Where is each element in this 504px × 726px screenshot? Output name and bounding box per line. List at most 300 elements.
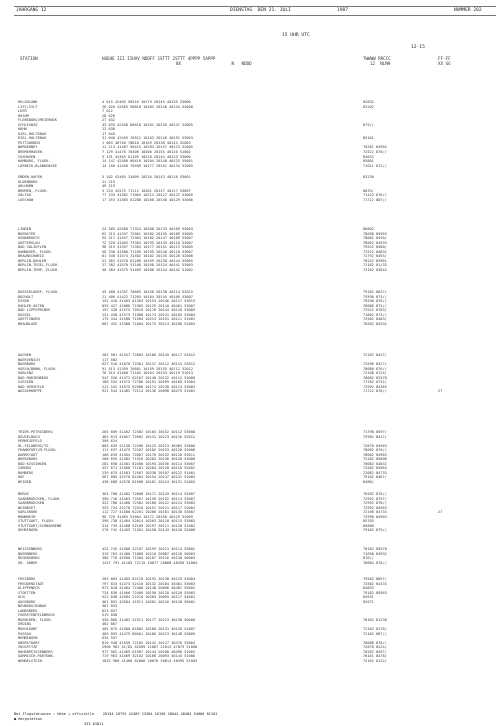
station-code-groups: 11 215 — [102, 179, 115, 184]
station-name: KAHLER ASTEN — [18, 303, 44, 308]
station-precip-code: 78082 83378 — [363, 375, 387, 380]
station-code-groups: 24 305 42560 71324 10208 20133 40109 53003 — [102, 227, 193, 231]
station-name: BREMERHAVEN — [18, 150, 42, 155]
station-name: KIEL-HOLTENAU — [18, 136, 47, 141]
station-row — [18, 659, 498, 664]
station-code-groups: 111 637 41475 72207 10182 20153 40120 52008 — [102, 448, 196, 453]
station-code-groups: 17 253 41565 81208 10208 20146 40129 53006 — [102, 197, 193, 202]
station-code-groups: 522 838 42584 22210 10203 20095 40117 54001 — [102, 595, 196, 600]
station-precip-code: 84832 — [363, 154, 374, 159]
station-name: KOBLENZ — [18, 371, 34, 376]
station-precip-code: 70162 81230 — [363, 617, 387, 622]
station-code-groups: 607 452 41580 71004 10175 20114 40108 51003 — [102, 321, 196, 326]
station-precip-code: 72162 8178/ — [363, 627, 387, 632]
station-code-groups: 72 320 41463 73304 10195 20149 40118 53007 — [102, 240, 193, 245]
station-precip-code: 71798 8597/ — [363, 430, 387, 434]
column-ff-sub: XX GG — [438, 61, 451, 66]
station-precip-code: 875// — [363, 122, 374, 127]
station-precip-code: 72522 876// — [363, 150, 387, 155]
station-code-groups: 2960 961 41/84 42509 11007 21013 47073 51008 — [102, 645, 198, 650]
station-name: LANDSBERG — [18, 608, 38, 613]
station-precip-code: 86802 — [363, 227, 374, 231]
station-precip-code: 878// — [363, 556, 374, 561]
footer-note — [14, 712, 217, 717]
station-code-groups: 5 202 42465 31009 10216 20143 40116 53001 — [102, 175, 191, 179]
station-name: GUETERSLOH — [18, 240, 40, 245]
station-code-groups: 152 410 41463 81303 10153 20146 40117 53013 — [102, 299, 196, 304]
station-code-groups: 461 852 42584 41911 10202 20116 40120 50001 — [102, 599, 196, 604]
station-name: BAD KISSINGEN — [18, 461, 47, 466]
station-code-groups: 719 963 41469 32102 10168 20093 40144 51006 — [102, 654, 196, 659]
station-precip-code: 84931 — [363, 595, 374, 600]
station-name: BAD LIPPSPRINGE — [18, 308, 51, 313]
station-precip-code: 72522 84832 — [363, 249, 387, 254]
station-precip-code: 82071 — [363, 599, 374, 604]
station-code-groups: 12 038 — [102, 127, 115, 132]
column-rr-sub: 12 NLMH — [370, 61, 391, 66]
station-code-groups: 95 317 41457 72904 10182 20147 40109 53007 — [102, 236, 193, 241]
station-code-groups: 157 430 41575 70510 10176 20144 40110 53005 — [102, 308, 196, 313]
station-precip-code: 72182 887// — [363, 631, 387, 636]
station-code-groups: 4 015 42465 50516 10179 20145 40135 53006 — [102, 100, 191, 104]
station-name: SAARBRUECKEN — [18, 501, 44, 506]
station-name: HUSUM — [18, 113, 29, 118]
station-name: OBERSTDORF — [18, 640, 40, 645]
station-name: NORDERNEY — [18, 145, 38, 150]
station-code-groups: 62 313 41557 72001 10182 20155 40109 53005 — [102, 231, 193, 236]
station-precip-code: 72282 85800 — [363, 457, 387, 462]
station-code-groups: 396 738 41464 52014 10203 20110 40115 53003 — [102, 519, 196, 524]
station-code-groups: 319 763 41480 71809 10210 20087 40118 50003 — [102, 551, 196, 556]
station-code-groups: 269 803 41465 82110 10192 20138 40125 53004 — [102, 577, 196, 581]
station-row — [18, 268, 498, 273]
station-group — [18, 577, 498, 663]
station-name: HOHN — [18, 127, 27, 132]
station-precip-code: 72992 8797/ — [363, 496, 387, 501]
station-name: GARMISCH-PARTENK. — [18, 654, 55, 659]
station-precip-code: 71698 84932 — [363, 551, 387, 556]
station-name: MUENCHEN, FLUGH. — [18, 617, 53, 622]
station-code-groups: 17 045 — [102, 131, 115, 136]
station-precip-code: 85801 — [363, 159, 374, 164]
station-name: BERLIN-TEMP.,FLUGH. — [18, 267, 60, 272]
station-precip-code: 78082 8490/ — [363, 236, 387, 241]
station-name: WUERZBURG — [18, 457, 38, 462]
station-code-groups: 422 745 41580 42107 10199 20121 40114 53002 — [102, 547, 196, 551]
station-name: BERUS — [18, 492, 29, 496]
station-code-groups: 366 776 42580 71504 10187 20116 40130 50003 — [102, 556, 196, 561]
station-code-groups: 276 742 41465 71501 10158 20143 40126 52008 — [102, 528, 196, 533]
station-code-groups: 797 815 41473 52410 10132 20104 48481 53003 — [102, 581, 196, 586]
station-precip-code: 72162 8122/ — [363, 658, 387, 663]
station-precip-code: 70282 8497/ — [363, 649, 387, 654]
station-name: HELGOLAND — [18, 100, 38, 104]
footer-note-values: 20154 10791 42489 23304 10156 20044 48484 54000 81101 — [102, 712, 218, 716]
station-name: DUESSELDORF, FLUGH. — [18, 290, 60, 294]
station-group — [18, 227, 498, 272]
station-code-groups: 1 063 46740 70810 10169 20138 40144 52003 — [102, 140, 191, 145]
station-precip-code: 71792 8493/ — [363, 254, 387, 259]
footer-note-label: Bei Flugstationen : Höhe + offizielle — [14, 712, 95, 716]
station-name: LUECHOW — [18, 197, 34, 202]
date-label: DIENSTAG DEN 21. JULI — [230, 8, 291, 13]
station-code-groups: 634 947 — [102, 636, 118, 641]
station-name: BRAUNSCHWEIG — [18, 254, 44, 259]
station-name: AHLHORN — [18, 184, 34, 189]
station-name: KLIPPENECK — [18, 586, 40, 591]
station-code-groups: 45 400 41357 70605 10156 20138 40114 52015 — [102, 290, 193, 294]
station-precip-code: 70282 84332 — [363, 321, 387, 326]
station-precip-code: 72582 84963 — [363, 466, 387, 471]
station-precip-code: 71862 873// — [363, 312, 387, 317]
station-precip-code: 72182 81/33 — [363, 263, 387, 268]
station-precip-code: 8633/ — [363, 188, 374, 193]
station-code-groups: 43 035 42458 80610 10161 20135 40147 52005 — [102, 122, 193, 127]
station-precip-code: 85101 — [363, 136, 374, 141]
station-row — [18, 198, 498, 203]
station-name: WASSERKUPPE — [18, 389, 42, 394]
station-name: NUERBURG — [18, 362, 36, 367]
station-precip-code: 85800 — [363, 523, 374, 528]
station-precip-code: 79582 8897/ — [363, 577, 387, 581]
station-code-groups: 390 710 41463 72507 10159 20152 40114 53007 — [102, 496, 196, 501]
station-name: GIESSEN — [18, 380, 34, 385]
station-group — [18, 290, 498, 326]
station-name: BOCHOLT — [18, 294, 34, 299]
station-code-groups: 282 658 41581 82406 10194 20156 40114 53007 — [102, 461, 196, 466]
station-code-groups: 314 739 41468 52109 10197 20111 40120 51002 — [102, 523, 196, 528]
station-name: GOETTINGEN — [18, 317, 40, 322]
station-precip-code: 71782 8732/ — [363, 380, 387, 385]
station-code-groups: 977 962 41469 61907 10144 20100 48490 51003 — [102, 649, 196, 654]
station-name: STUTTGART/SCHNARRENB — [18, 523, 62, 528]
station-code-groups: 405 875 41580 81802 10160 20131 40145 51007 — [102, 627, 196, 632]
station-name: NOERVENICH — [18, 357, 40, 362]
station-name: HOHENPEISSENBERG — [18, 649, 53, 654]
station-code-groups: 27 032 — [102, 118, 115, 123]
station-code-groups: 482 613 41057 72602 10141 20123 40116 52012 — [102, 434, 196, 439]
station-gust: 27 — [438, 389, 443, 394]
column-codes: HOEHE III IIHVV NDDFF 1STTT 2STTT 4PPPP 5APPP — [102, 56, 216, 61]
station-precip-code: 78062 84933 — [363, 240, 387, 245]
footer-extra-value: 333 81811 — [84, 722, 104, 726]
station-precip-code: 79182 85963 — [363, 590, 387, 595]
header-bottom-rule — [14, 15, 496, 16]
station-precip-code: 72582 8483/ — [363, 317, 387, 322]
station-row — [18, 322, 498, 327]
station-precip-code: 79182 8627/ — [363, 290, 387, 294]
station-precip-code: 72992 878// — [363, 501, 387, 506]
station-code-groups: 70 515 41468 71105 10164 20153 40119 51013 — [102, 371, 193, 376]
station-code-groups: 268 655 41582 71916 10202 20136 40120 53008 — [102, 457, 196, 462]
station-code-groups: 108 639 41464 72007 10176 20152 40120 53011 — [102, 452, 196, 457]
station-precip-code: 70182 85970 — [363, 547, 387, 551]
station-precip-code: 78086 872// — [363, 303, 387, 308]
station-code-groups: 462 867 — [102, 622, 118, 627]
station-name: SAARBRUECKEN, FLUGH. — [18, 496, 62, 501]
station-code-groups: 265 609 41462 72302 10165 20152 40112 53008 — [102, 430, 196, 434]
station-group — [18, 547, 498, 565]
station-group — [18, 353, 498, 394]
station-code-groups: 231 438 41575 71908 10174 20141 40105 53004 — [102, 312, 196, 317]
station-name: STUTTGART, FLUGH. — [18, 519, 55, 524]
station-name: HOF — [18, 475, 25, 480]
station-gust: 27 — [438, 510, 443, 515]
station-precip-code: 75522 8480/ — [363, 245, 387, 250]
station-code-groups: 973 818 41464 72408 10140 20096 48481 53002 — [102, 586, 196, 591]
station-name: WEINBIET — [18, 505, 36, 510]
station-code-groups: 51 381 41570 61208 10199 20138 40144 53005 — [102, 258, 193, 263]
station-code-groups: 810 948 41559 72102 10142 20127 48476 53004 — [102, 640, 196, 645]
station-name: OLDENBURG — [18, 179, 38, 184]
station-code-groups: 37 382 41570 51108 10198 20124 40141 53003 — [102, 263, 193, 268]
station-name: FUERSTENFELDBRUCK — [18, 613, 55, 618]
station-name: TRIER-PETRISBERG — [18, 430, 53, 434]
station-name: KARLSRUHE — [18, 510, 38, 515]
header-top-rule — [14, 6, 496, 7]
station-precip-code: 72998 84963 — [363, 514, 387, 519]
station-name: MEMMINGEN — [18, 636, 38, 641]
column-rr: 7WWWW RRCCC — [363, 56, 391, 61]
station-code-groups: 363 708 41482 72608 10171 20143 40114 52007 — [102, 492, 196, 496]
station-precip-code: 82202 — [363, 104, 374, 109]
station-name: KIEL-HOLTENAU — [18, 131, 47, 136]
station-code-groups: 1832 980 41466 61806 10076 20014 48495 51003 — [102, 658, 198, 663]
station-code-groups: 49 219 — [102, 184, 115, 189]
station-name: EMDEN-HAFEN — [18, 175, 42, 179]
station-precip-code: 72198 84733 — [363, 510, 387, 515]
station-code-groups: 96 729 41465 51604 10171 20150 40125 52009 — [102, 514, 193, 519]
issue-number: NUMMER 202 — [454, 8, 482, 13]
station-code-groups: 921 544 41482 72114 10136 20098 48475 51001 — [102, 389, 196, 394]
station-code-groups: 519 858 — [102, 613, 118, 618]
station-code-groups: 547 526 41472 62107 10140 20132 40112 53006 — [102, 375, 196, 380]
station-precip-code: 78088 876// — [363, 366, 387, 371]
station-name: LIST/SYLT — [18, 104, 38, 109]
station-name: BRAUNLAGE — [18, 321, 38, 326]
station-code-groups: 1437 791 41105 72115 10077 20068 48490 51004 — [102, 560, 198, 565]
station-name: ERDING — [18, 622, 31, 627]
station-code-groups: 186 532 41575 72706 10191 20169 40105 51004 — [102, 380, 196, 385]
station-code-groups: 21 406 41422 71205 10164 20145 40109 53007 — [102, 294, 193, 299]
station-name: BERLIN-DAHLEM — [18, 258, 47, 263]
column-codes-sub: 8X N NDDD — [176, 61, 252, 66]
station-precip-code: 78098 85963 — [363, 231, 387, 236]
station-name: ULM — [18, 595, 25, 600]
station-code-groups: 202 501 41557 72003 10166 20145 40117 52012 — [102, 353, 196, 357]
station-code-groups: 56 338 41580 71109 10195 20140 40118 53007 — [102, 249, 193, 254]
station-name: HANNOVER, FLUGH. — [18, 249, 53, 254]
station-name: MUEHLDORF — [18, 627, 38, 632]
station-group — [18, 100, 498, 168]
station-code-groups: 117 502 — [102, 357, 118, 362]
station-precip-code: 78084 878// — [363, 560, 387, 565]
station-name: WEIDEN — [18, 480, 31, 485]
station-code-groups: 212 542 41575 62906 10174 20138 40114 53003 — [102, 384, 196, 389]
station-precip-code: 70082 84832 — [363, 461, 387, 466]
station-row — [18, 164, 498, 169]
station-name: CUXHAVEN — [18, 154, 36, 159]
station-precip-code: 71722 887// — [363, 197, 387, 202]
station-code-groups: 839 427 41080 71905 10129 20110 48461 53007 — [102, 303, 196, 308]
station-code-groups: 81 348 41574 72402 10182 20135 40120 52006 — [102, 254, 193, 259]
station-code-groups: 322 708 41468 72302 10168 20122 40124 53003 — [102, 501, 196, 506]
station-code-groups: 734 836 41466 72409 10150 20128 40120 53003 — [102, 590, 196, 595]
station-code-groups: 91 513 41359 70601 10159 20155 40112 52012 — [102, 366, 193, 371]
station-name: FLENSBURG/MEIERWIK — [18, 118, 57, 123]
station-name: NEUBURG/DONAU — [18, 604, 47, 609]
station-name: WENDELSTEIN — [18, 658, 42, 663]
station-precip-code: 71722 876// — [363, 389, 387, 394]
station-name: ESSEN — [18, 299, 29, 304]
station-precip-code: 70282 878// — [363, 492, 387, 496]
station-name: LEER — [18, 109, 27, 114]
station-precip-code: 72188 8724/ — [363, 371, 387, 376]
station-precip-code: 72992 84963 — [363, 505, 387, 510]
station-code-groups: 14 147 42560 60410 10204 20148 40125 55001 — [102, 159, 193, 164]
station-row — [18, 561, 498, 566]
station-precip-code: 72992 84363 — [363, 384, 387, 389]
station-precip-code: 84833 — [363, 586, 374, 591]
station-name: FRANKFURT/M.FLUGH. — [18, 448, 57, 453]
station-group — [18, 492, 498, 533]
period-hours: 12-15 — [411, 45, 425, 50]
station-precip-code: 72162 83842 — [363, 267, 387, 272]
station-name: NUERNBERG — [18, 551, 38, 556]
station-name: LINGEN — [18, 227, 31, 231]
station-name: BERLIN-TEGEL,FLUGH. — [18, 263, 60, 268]
station-code-groups: 26 020 42565 50810 10203 20146 40144 54000 — [102, 104, 193, 109]
year-label: 1987 — [337, 8, 349, 13]
station-name: KOELN/BONN, FLUGH. — [18, 366, 57, 371]
station-precip-code: 79182 8467/ — [363, 475, 387, 480]
station-precip-code: 72582 84333 — [363, 581, 387, 586]
station-code-groups: 112 727 41580 62201 10206 20161 40130 53007 — [102, 510, 196, 515]
station-code-groups: 396 614 — [102, 439, 118, 444]
station-name: BAD MARIENBERG — [18, 375, 49, 380]
station-name: DEUSELBACH — [18, 434, 40, 439]
station-code-groups: 28 026 — [102, 113, 115, 118]
station-precip-code: 72522 8783/ — [363, 308, 387, 313]
station-code-groups: 11 113 41467 50415 10184 20157 40123 52005 — [102, 145, 193, 150]
station-row — [18, 480, 498, 485]
station-name: KASSEL — [18, 312, 31, 317]
station-code-groups: 627 510 41070 72301 10137 20112 40115 52012 — [102, 362, 196, 367]
station-name: BAD SALZUFLEN — [18, 245, 47, 250]
station-name: GR. ARBER — [18, 560, 38, 565]
station-code-groups: 337 671 41566 71101 10204 20128 40116 52002 — [102, 466, 196, 471]
column-station: STATION — [20, 56, 38, 61]
volume-label: JAHRGANG 12 — [16, 8, 47, 13]
station-precip-code: 85783 — [363, 519, 374, 524]
station-precip-code: 72596 8527/ — [363, 362, 387, 367]
station-name: HL.FELDBERG/TS. — [18, 443, 51, 448]
footer-mountain-note: ● Bergstation — [14, 717, 43, 721]
station-code-groups: 96 315 41557 71303 10177 20151 40113 53005 — [102, 245, 193, 250]
station-precip-code: 70261 84902 — [363, 145, 387, 150]
station-name: BAMBERG — [18, 470, 34, 475]
station-code-groups: 31 046 42459 70512 10163 20126 40151 53003 — [102, 136, 193, 141]
observation-time: 15 UHR UTC — [282, 33, 310, 38]
station-name: BAD HERSFELD — [18, 384, 44, 389]
station-precip-code: 72878 8224/ — [363, 645, 387, 650]
station-precip-code: 78088 876// — [363, 640, 387, 645]
station-name: AUGSBURG — [18, 599, 36, 604]
station-name: OEHRINGEN — [18, 528, 38, 533]
station-precip-code: 75598 873// — [363, 294, 387, 299]
station-precip-code: 72082 84733 — [363, 470, 387, 475]
station-precip-code: 72182 8427/ — [363, 353, 387, 357]
station-code-groups: 567 685 41570 82404 10154 20137 40131 51005 — [102, 475, 196, 480]
station-row — [18, 389, 498, 394]
station-name: REGENSBURG — [18, 556, 40, 561]
station-name: BREMEN, FLUGH. — [18, 188, 49, 193]
station-precip-code: 82832 — [363, 100, 374, 104]
station-precip-code: 72982 8417/ — [363, 434, 387, 439]
station-code-groups: 50 384 41575 51409 10200 20144 40142 51002 — [102, 267, 193, 272]
station-precip-code: 78082 84963 — [363, 452, 387, 457]
station-precip-code: 70161 8478/ — [363, 654, 387, 659]
station-group — [18, 175, 498, 202]
station-name: HAMBURG, FLUGH. — [18, 159, 51, 164]
station-name: COBURG — [18, 466, 31, 471]
station-name: MUENSTER — [18, 231, 36, 236]
station-name: PASSAU — [18, 631, 31, 636]
station-name: FREUDENSTADT — [18, 581, 44, 586]
station-name: PUTTGARDEN — [18, 140, 40, 145]
station-code-groups: 7 022 — [102, 109, 113, 114]
station-precip-code: 78082 870// — [363, 448, 387, 453]
station-name: SOLTAU — [18, 193, 31, 198]
station-name: FREIBURG — [18, 577, 36, 581]
station-name: LUEBECK-BLANKENSEE — [18, 163, 57, 168]
station-name: OSNABRUECK — [18, 236, 40, 241]
station-code-groups: 7 129 41470 70408 10200 20155 40120 51002 — [102, 150, 191, 155]
station-code-groups: 409 893 41475 80501 10166 20123 40148 53005 — [102, 631, 196, 636]
station-code-groups: 3 224 42575 71112 10201 20137 40117 53007 — [102, 188, 191, 193]
station-name: WEISSENBURG — [18, 547, 42, 551]
station-name: SCHLESWIG — [18, 122, 38, 127]
station-precip-code: 8480/ — [363, 480, 374, 485]
station-code-groups: 553 724 41270 72510 10151 20121 40117 52004 — [102, 505, 196, 510]
station-name: PERMISEFELD — [18, 439, 42, 444]
station-precip-code: 71422 876// — [363, 193, 387, 198]
station-precip-code: 79182 879// — [363, 528, 387, 533]
station-code-groups: 805 635 41156 72206 10123 20123 48465 53006 — [102, 443, 196, 448]
station-code-groups: 77 235 41582 71004 10214 20127 40122 53005 — [102, 193, 193, 198]
station-group — [18, 430, 498, 485]
station-name: DARMSTADT — [18, 452, 38, 457]
station-name: MANNHEIM — [18, 514, 36, 519]
station-code-groups: 530 866 41482 51911 10177 20123 40138 50000 — [102, 617, 196, 622]
station-precip-code: 70242 83961 — [363, 258, 387, 263]
station-code-groups: 623 857 — [102, 608, 118, 613]
station-name: AACHEN — [18, 353, 31, 357]
station-precip-code: 79298 876// — [363, 299, 387, 304]
station-name: ZUGSPITZE — [18, 645, 38, 650]
station-code-groups: 381 853 — [102, 604, 118, 609]
station-row — [18, 528, 498, 533]
station-precip-code: 72878 84963 — [363, 443, 387, 448]
station-code-groups: 5 131 42465 61109 10210 20144 40125 53000 — [102, 154, 191, 159]
station-code-groups: 14 156 41450 70409 10177 20151 40134 52005 — [102, 163, 193, 168]
station-precip-code: 71011 872// — [363, 163, 387, 168]
station-name: STOETTEN — [18, 590, 36, 595]
station-code-groups: 239 675 41581 72507 10230 20107 40122 51001 — [102, 470, 196, 475]
station-code-groups: 438 688 42578 81506 10181 20124 40131 51003 — [102, 480, 196, 485]
column-ff: FF-FF — [438, 56, 451, 61]
station-code-groups: 175 444 41580 71504 10213 20151 40111 51001 — [102, 317, 196, 322]
